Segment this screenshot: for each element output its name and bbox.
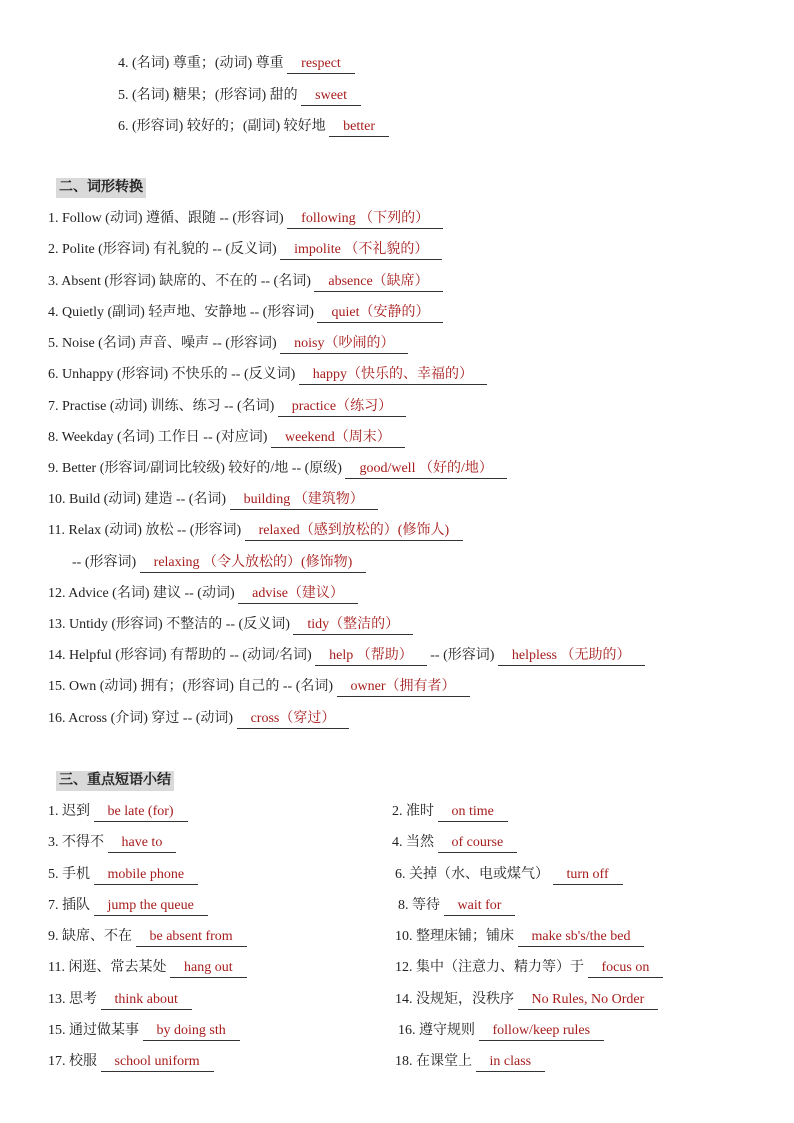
question-text: 4. 当然	[392, 835, 434, 850]
answer-blank: wait for	[444, 897, 516, 916]
question-text: 3. 不得不	[48, 835, 104, 850]
answer-blank: hang out	[170, 959, 247, 978]
question-text: 16. 遵守规则	[398, 1023, 475, 1038]
list-item	[398, 896, 515, 916]
list-item	[48, 927, 247, 947]
question-text: 16. Across (介词) 穿过 -- (动词)	[48, 711, 234, 726]
question-text: 3. Absent (形容词) 缺席的、不在的 -- (名词)	[48, 274, 311, 289]
list-item	[48, 584, 358, 604]
list-item	[395, 1052, 545, 1072]
question-text: 15. Own (动词) 拥有；(形容词) 自己的 -- (名词)	[48, 679, 334, 694]
list-item	[48, 272, 443, 292]
question-text: 10. Build (动词) 建造 -- (名词)	[48, 492, 227, 507]
answer-blank: tidy（整洁的）	[293, 616, 413, 635]
answer-blank: noisy（吵闹的）	[280, 335, 408, 354]
question-text: -- (形容词)	[72, 555, 137, 570]
list-item	[48, 615, 413, 635]
list-item	[48, 490, 378, 510]
question-text: 9. 缺席、不在	[48, 929, 132, 944]
question-text: 7. Practise (动词) 训练、练习 -- (名词)	[48, 399, 275, 414]
answer-blank: turn off	[553, 866, 623, 885]
answer-blank: relaxing （令人放松的）(修饰物)	[140, 554, 367, 573]
answer-blank: impolite （不礼貌的）	[280, 241, 442, 260]
question-text: 9. Better (形容词/副词比较级) 较好的/地 -- (原级)	[48, 461, 342, 476]
answer-blank: mobile phone	[94, 866, 199, 885]
question-text: 7. 插队	[48, 898, 90, 913]
answer-blank: by doing sth	[143, 1022, 240, 1041]
question-text: -- (形容词)	[430, 648, 495, 663]
answer-blank: cross（穿过）	[237, 710, 350, 729]
list-item	[48, 240, 442, 260]
answer-blank: respect	[287, 55, 355, 74]
question-text: 5. 手机	[48, 867, 90, 882]
question-text: 6. 关掉（水、电或煤气）	[395, 867, 549, 882]
answer-blank: No Rules, No Order	[518, 991, 659, 1010]
question-text: 4. Quietly (副词) 轻声地、安静地 -- (形容词)	[48, 305, 314, 320]
question-text: 2. 准时	[392, 804, 434, 819]
answer-blank: in class	[476, 1053, 546, 1072]
list-item	[48, 677, 470, 697]
answer-blank: absence（缺席）	[314, 273, 442, 292]
answer-blank: focus on	[588, 959, 664, 978]
answer-blank: owner（拥有者）	[337, 678, 470, 697]
answer-blank: following （下列的）	[287, 210, 443, 229]
section-title: 二、词形转换	[56, 178, 146, 198]
answer-blank: happy（快乐的、幸福的）	[299, 366, 487, 385]
list-item	[48, 209, 443, 229]
question-text: 1. Follow (动词) 遵循、跟随 -- (形容词)	[48, 211, 284, 226]
list-item	[48, 428, 405, 448]
question-text: 14. Helpful (形容词) 有帮助的 -- (动词/名词)	[48, 648, 312, 663]
list-item	[392, 802, 508, 822]
question-text: 5. (名词) 糖果；(形容词) 甜的	[118, 88, 298, 103]
list-item	[48, 958, 247, 978]
question-text: 13. Untidy (形容词) 不整洁的 -- (反义词)	[48, 617, 290, 632]
answer-blank: good/well （好的/地）	[345, 460, 506, 479]
list-item	[48, 397, 406, 417]
list-item	[48, 334, 408, 354]
list-item	[48, 303, 443, 323]
list-item	[395, 927, 644, 947]
answer-blank: sweet	[301, 87, 361, 106]
list-item	[48, 865, 198, 885]
list-item	[48, 990, 192, 1010]
question-text: 11. 闲逛、常去某处	[48, 960, 167, 975]
list-item	[48, 1052, 214, 1072]
answer-blank: practice（练习）	[278, 398, 406, 417]
answer-blank: building （建筑物）	[230, 491, 378, 510]
answer-blank: helpless （无助的）	[498, 647, 645, 666]
answer-blank: relaxed（感到放松的）(修饰人)	[245, 522, 464, 541]
list-item	[48, 646, 645, 666]
question-text: 12. 集中（注意力、精力等）于	[395, 960, 584, 975]
top-item	[118, 86, 361, 106]
answer-blank: quiet（安静的）	[317, 304, 443, 323]
answer-blank: be late (for)	[94, 803, 188, 822]
answer-blank: help （帮助）	[315, 647, 427, 666]
list-item	[395, 865, 623, 885]
list-item	[398, 1021, 604, 1041]
question-text: 4. (名词) 尊重；(动词) 尊重	[118, 56, 284, 71]
answer-blank: better	[329, 118, 389, 137]
section-title: 三、重点短语小结	[56, 771, 174, 791]
answer-blank: follow/keep rules	[479, 1022, 605, 1041]
question-text: 15. 通过做某事	[48, 1023, 139, 1038]
question-text: 5. Noise (名词) 声音、噪声 -- (形容词)	[48, 336, 277, 351]
question-text: 11. Relax (动词) 放松 -- (形容词)	[48, 523, 242, 538]
question-text: 6. (形容词) 较好的；(副词) 较好地	[118, 119, 326, 134]
list-item	[48, 833, 176, 853]
question-text: 18. 在课堂上	[395, 1054, 472, 1069]
question-text: 6. Unhappy (形容词) 不快乐的 -- (反义词)	[48, 367, 296, 382]
answer-blank: think about	[101, 991, 192, 1010]
list-item	[395, 990, 658, 1010]
list-item	[48, 521, 463, 541]
answer-blank: school uniform	[101, 1053, 214, 1072]
question-text: 12. Advice (名词) 建议 -- (动词)	[48, 586, 235, 601]
question-text: 8. Weekday (名词) 工作日 -- (对应词)	[48, 430, 268, 445]
answer-blank: weekend（周末）	[271, 429, 405, 448]
question-text: 10. 整理床铺；铺床	[395, 929, 514, 944]
question-text: 1. 迟到	[48, 804, 90, 819]
top-item	[118, 54, 355, 74]
list-item	[48, 365, 487, 385]
list-item	[48, 1021, 240, 1041]
answer-blank: on time	[438, 803, 508, 822]
list-item	[392, 833, 517, 853]
answer-blank: of course	[438, 834, 518, 853]
question-text: 14. 没规矩，没秩序	[395, 992, 514, 1007]
list-item	[48, 709, 349, 729]
answer-blank: be absent from	[136, 928, 247, 947]
question-text: 13. 思考	[48, 992, 97, 1007]
list-item	[48, 896, 208, 916]
question-text: 8. 等待	[398, 898, 440, 913]
answer-blank: make sb's/the bed	[518, 928, 645, 947]
answer-blank: have to	[108, 834, 177, 853]
answer-blank: jump the queue	[94, 897, 208, 916]
top-item	[118, 117, 389, 137]
list-item	[72, 553, 366, 573]
question-text: 2. Polite (形容词) 有礼貌的 -- (反义词)	[48, 242, 277, 257]
list-item	[395, 958, 663, 978]
question-text: 17. 校服	[48, 1054, 97, 1069]
list-item	[48, 459, 507, 479]
answer-blank: advise（建议）	[238, 585, 358, 604]
list-item	[48, 802, 188, 822]
